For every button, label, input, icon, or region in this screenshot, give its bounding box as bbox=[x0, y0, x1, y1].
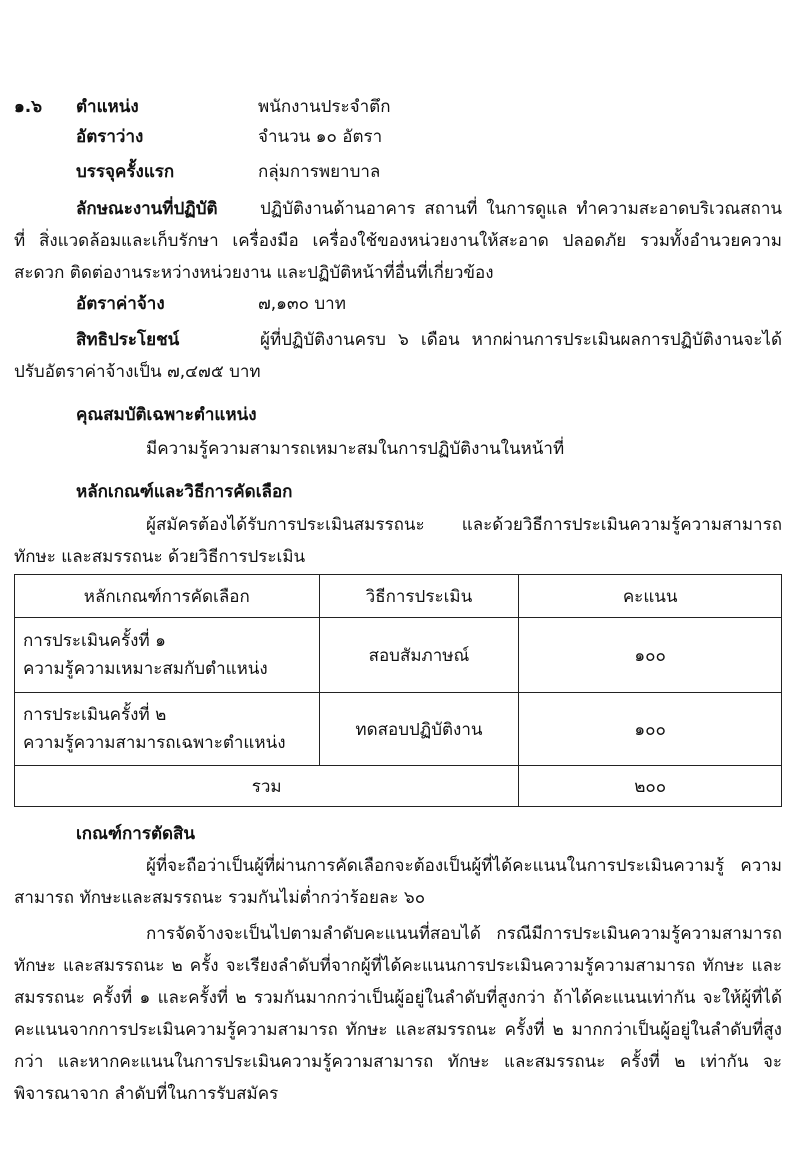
criteria-round: การประเมินครั้งที่ ๒ bbox=[23, 705, 167, 725]
criteria-round: การประเมินครั้งที่ ๑ bbox=[23, 631, 166, 651]
qualification-text: มีความรู้ความสามารถเหมาะสมในการปฏิบัติงานในหน้าที่ bbox=[146, 439, 565, 459]
header-method: วิธีการประเมิน bbox=[319, 575, 519, 618]
position-label: ตำแหน่ง bbox=[76, 97, 139, 117]
table-row bbox=[15, 618, 782, 693]
benefit-text: ผู้ที่ปฏิบัติงานครบ ๖ เดือน หากผ่านการประเมินผลการปฏิบัติงานจะได้ ปรับอัตราค่าจ้างเป็น ๗,๔๗๕ บาท bbox=[14, 330, 782, 382]
criteria-paragraph bbox=[14, 509, 782, 573]
benefit-label: สิทธิประโยชน์ bbox=[76, 330, 180, 350]
section-number: ๑.๖ bbox=[14, 97, 43, 117]
duty-paragraph bbox=[14, 193, 782, 289]
criteria-cell bbox=[15, 693, 320, 766]
table-header-row bbox=[15, 575, 782, 618]
wage-value: ๗,๑๓๐ บาท bbox=[258, 294, 346, 314]
decision-text-1: ผู้ที่จะถือว่าเป็นผู้ที่ผ่านการคัดเลือกจะต้องเป็นผู้ที่ได้คะแนนในการประเมินความรู้ ความสามารถ ทักษะและสมรรถนะ รวมกันไม่ต่ำกว่าร้อยละ ๖๐ bbox=[14, 856, 782, 908]
header-criteria: หลักเกณฑ์การคัดเลือก bbox=[15, 575, 320, 618]
position-value: พนักงานประจำตึก bbox=[258, 97, 391, 117]
table-row bbox=[15, 693, 782, 766]
criteria-cell bbox=[15, 618, 320, 693]
decision-paragraph-2 bbox=[14, 918, 782, 1110]
selection-criteria-table bbox=[14, 574, 782, 807]
criteria-heading: หลักเกณฑ์และวิธีการคัดเลือก bbox=[76, 482, 293, 502]
method-cell: สอบสัมภาษณ์ bbox=[319, 618, 519, 693]
total-label: รวม bbox=[15, 766, 519, 807]
criteria-desc: ความรู้ความสามารถเฉพาะตำแหน่ง bbox=[23, 733, 286, 753]
header-score: คะแนน bbox=[519, 575, 782, 618]
wage-label: อัตราค่าจ้าง bbox=[76, 294, 165, 314]
benefit-paragraph bbox=[14, 324, 782, 388]
first-assign-value: กลุ่มการพยาบาล bbox=[258, 162, 381, 182]
score-cell: ๑๐๐ bbox=[519, 693, 782, 766]
vacancy-label: อัตราว่าง bbox=[76, 127, 144, 147]
criteria-desc: ความรู้ความเหมาะสมกับตำแหน่ง bbox=[23, 659, 268, 679]
vacancy-value: จำนวน ๑๐ อัตรา bbox=[258, 127, 383, 147]
criteria-text: ผู้สมัครต้องได้รับการประเมินสมรรถนะ และด้วยวิธีการประเมินความรู้ความสามารถ ทักษะ และสมรรถนะ ด้วยวิธีการประเมิน bbox=[14, 515, 782, 567]
first-assign-label: บรรจุครั้งแรก bbox=[76, 162, 175, 182]
decision-text-2: การจัดจ้างจะเป็นไปตามลำดับคะแนนที่สอบได้ กรณีมีการประเมินความรู้ความสามารถ ทักษะ และสมรรถนะ ๒ ครั้ง จะเรียงลำดับที่จากผู้ที่ได้คะแนนการประเมินความรู้ความสามารถ ทักษะ และ สมรรถนะ ครั้งที่ ๑ และครั้งที่ ๒ รวมกันมากกว่าเป็นผู้อยู่ในลำดับที่สูงกว่า ถ้าได้คะแนนเท่ากัน จะให้ผู้ที่ได้ คะแนนจากการประเมินความรู้ความสามารถ ทักษะ และสมรรถนะ ครั้งที่ ๒ มากกว่าเป็นผู้อยู่ในลำดับที่สูงกว่า และหากคะแนนในการประเมินความรู้ความสามารถ ทักษะ และสมรรถนะ ครั้งที่ ๒ เท่ากัน จะพิจารณาจาก ลำดับที่ในการรับสมัคร bbox=[14, 924, 782, 1104]
decision-heading: เกณฑ์การตัดสิน bbox=[76, 824, 196, 844]
decision-paragraph-1 bbox=[14, 850, 782, 914]
qualification-heading: คุณสมบัติเฉพาะตำแหน่ง bbox=[76, 405, 257, 425]
score-cell: ๑๐๐ bbox=[519, 618, 782, 693]
method-cell: ทดสอบปฏิบัติงาน bbox=[319, 693, 519, 766]
duty-text: ปฏิบัติงานด้านอาคาร สถานที่ ในการดูแล ทำความสะอาดบริเวณสถานที่ สิ่งแวดล้อมและเก็บรักษา เครื่องมือ เครื่องใช้ของหน่วยงานให้สะอาด ปลอดภัย รวมทั้งอำนวยความสะดวก ติดต่องานระหว่างหน่วยงาน และปฏิบัติหน้าที่อื่นที่เกี่ยวข้อง bbox=[14, 199, 782, 283]
duty-label: ลักษณะงานที่ปฏิบัติ bbox=[76, 199, 218, 219]
total-score: ๒๐๐ bbox=[519, 766, 782, 807]
table-total-row bbox=[15, 766, 782, 807]
